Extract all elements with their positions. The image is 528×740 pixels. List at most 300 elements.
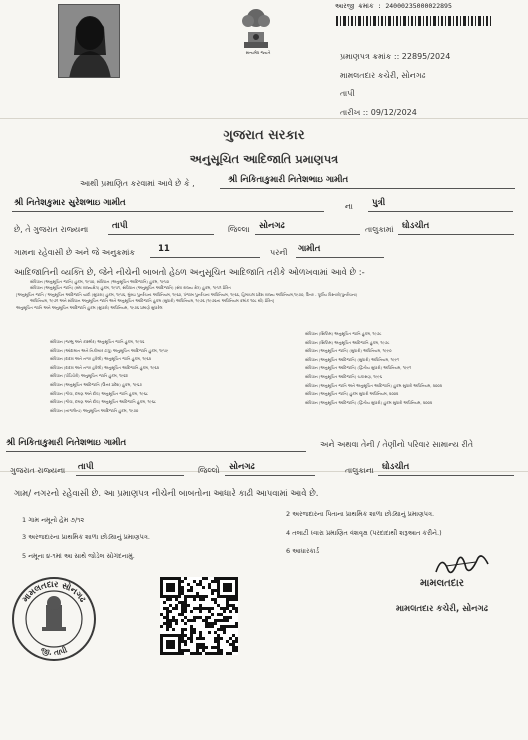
qr-module xyxy=(202,595,205,598)
qr-module xyxy=(166,616,169,619)
qr-module xyxy=(229,616,232,619)
qr-module xyxy=(220,649,223,652)
residence-taluka-field xyxy=(378,462,514,476)
district-label: જિલ્લા xyxy=(228,225,250,234)
qr-module xyxy=(211,598,214,601)
qr-module xyxy=(172,619,175,622)
qr-module xyxy=(229,637,232,640)
qr-module xyxy=(166,619,169,622)
qr-module xyxy=(217,634,220,637)
qr-module xyxy=(184,601,187,604)
qr-module xyxy=(199,598,202,601)
qr-module xyxy=(199,610,202,613)
qr-module xyxy=(184,595,187,598)
qr-module xyxy=(199,607,202,610)
qr-module xyxy=(193,598,196,601)
qr-module xyxy=(226,601,229,604)
qr-module xyxy=(187,604,190,607)
order-item: સંવિધાન (સિક્કિમ) અનુસૂચિત આદિજાતિ હુકમ, ૧૯૭૮ xyxy=(305,339,390,345)
tribe-value: ગામીત xyxy=(298,244,321,254)
qr-module xyxy=(196,616,199,619)
qr-module xyxy=(196,607,199,610)
qr-module xyxy=(172,616,175,619)
taluka-value: ઘોડચીત xyxy=(402,221,430,231)
orders-left-column xyxy=(50,338,260,415)
official-stamp xyxy=(10,575,98,663)
order-line: [અનુસૂચિત જાતિ / અનુસૂચિત આદિજાતિ યાદી (સુધારા) હુકમ, ૧૯૫૬, મુંબઇ પુનર્રચના અધિનિયમ, ૧૯૬૦, પંજાબ પુનર્રચના અધિનિયમ, ૧૯૬૬, હિમાચલ પ્રદેશ રાજ્ય અધિનિયમ,૧૯૭૦, ઉત્તર - પૂર્વીય વિસ્તારો(પુનર્રચના) xyxy=(16,291,358,297)
qr-module xyxy=(193,595,196,598)
qr-module xyxy=(166,625,169,628)
qr-module xyxy=(223,610,226,613)
qr-module xyxy=(181,619,184,622)
qr-module xyxy=(229,625,232,628)
qr-module xyxy=(193,631,196,634)
qr-module xyxy=(223,628,226,631)
district-value: સોનગઢ xyxy=(259,221,285,231)
qr-module xyxy=(217,640,220,643)
qr-module xyxy=(208,583,211,586)
qr-module xyxy=(205,625,208,628)
qr-module xyxy=(217,646,220,649)
serial-field xyxy=(150,244,260,258)
residence-district-field xyxy=(225,462,315,476)
qr-module xyxy=(226,607,229,610)
document-item: 2 અરજદારના પિતાના પ્રાથમિક શાળા છોડ્યાનું પ્રમાણપત્ર. xyxy=(286,510,435,518)
qr-module xyxy=(220,607,223,610)
qr-module xyxy=(220,613,223,616)
qr-module xyxy=(229,604,232,607)
qr-module xyxy=(226,652,229,655)
qr-module xyxy=(199,580,202,583)
qr-module xyxy=(166,622,169,625)
state-district: તાપી xyxy=(112,221,128,231)
qr-module xyxy=(181,649,184,652)
qr-module xyxy=(190,619,193,622)
order-item: સંવિધાન (સિક્કિમ) અનુસૂચિત જાતિ હુકમ, ૧૯૭૮ xyxy=(305,331,382,336)
order-item: સંવિધાન (નાગાલેન્ડ) અનુસૂચિત આદિજાતિ હુકમ, ૧૯૭૦ xyxy=(50,407,139,413)
qr-module xyxy=(226,619,229,622)
qr-module xyxy=(214,622,217,625)
order-item: સંવિધાન (અનુસૂચિત આદિજાતિ) (દ્વિતીય સુધારો) હુકમ સુધારો અધિનિયમ, ૨૦૦૨ xyxy=(305,399,433,405)
national-emblem-icon xyxy=(234,2,278,52)
qr-module xyxy=(169,622,172,625)
order-item: સંવિધાન (અનુસૂચિત જાતિ) (સુધારો) અધિનિયમ, ૧૯૯૦ xyxy=(305,348,392,354)
qr-module xyxy=(223,616,226,619)
qr-module xyxy=(217,643,220,646)
qr-module xyxy=(214,631,217,634)
qr-module xyxy=(181,604,184,607)
qr-module xyxy=(211,622,214,625)
qr-module xyxy=(163,616,166,619)
qr-module xyxy=(202,619,205,622)
qr-module xyxy=(184,577,187,580)
qr-module xyxy=(229,652,232,655)
qr-module xyxy=(217,613,220,616)
qr-module xyxy=(163,601,166,604)
state-district-field xyxy=(108,221,214,235)
qr-module xyxy=(226,616,229,619)
qr-module xyxy=(232,604,235,607)
qr-module xyxy=(181,637,184,640)
qr-module xyxy=(181,580,184,583)
qr-module xyxy=(205,622,208,625)
qr-module xyxy=(223,625,226,628)
residence-taluka-label: તાલુકાના xyxy=(345,466,374,475)
qr-module xyxy=(181,634,184,637)
order-line: સંવિધાન (અનુસૂચિત જાતિ) (સંઘ રાજ્યક્ષેત્ર) હુકમ, ૧૯૫૧, સંવિધાન (અનુસૂચિત આદિજાતિ) (સંઘ રાજ્ય ક્ષેત્ર) હુકમ, ૧૯૫૧ પ્રેરિત xyxy=(30,285,231,291)
qr-module xyxy=(184,622,187,625)
qr-module xyxy=(184,634,187,637)
qr-module xyxy=(205,595,208,598)
qr-module xyxy=(169,619,172,622)
qr-module xyxy=(232,607,235,610)
order-line: સંવિધાન (અનુસૂચિત જાતિ) હુકમ, ૧૯૫૦, સંવિધાન (અનુસૂચિત આદિજાતિ) હુકમ, ૧૯૫૦ xyxy=(30,279,169,284)
relation-field xyxy=(368,198,513,212)
stamp-ring-text: મામલતદાર સોનગઢ xyxy=(20,579,88,605)
qr-module xyxy=(208,616,211,619)
qr-module xyxy=(187,583,190,586)
holder-name: શ્રી નિકિતાકુમારી નિતેશભાઇ ગામીત xyxy=(6,438,127,448)
qr-module xyxy=(211,613,214,616)
emblem-caption: સત્યમેવ જયતે xyxy=(245,50,271,55)
qr-module xyxy=(193,607,196,610)
residence-state-district: તાપી xyxy=(78,462,94,472)
qr-module xyxy=(181,592,184,595)
qr-module xyxy=(184,649,187,652)
qr-module xyxy=(229,610,232,613)
qr-module xyxy=(196,649,199,652)
qr-module xyxy=(193,616,196,619)
issuing-office: મામલતદાર કચેરી, સોનગઢ xyxy=(340,71,426,80)
signature-scribble xyxy=(432,550,492,580)
qr-module xyxy=(196,643,199,646)
qr-module xyxy=(223,631,226,634)
qr-module xyxy=(196,595,199,598)
qr-module xyxy=(208,607,211,610)
qr-module xyxy=(202,637,205,640)
order-lines xyxy=(16,279,520,311)
qr-module xyxy=(169,610,172,613)
qr-module xyxy=(187,589,190,592)
qr-module xyxy=(166,598,169,601)
fold-line xyxy=(0,118,528,119)
qr-module xyxy=(211,625,214,628)
qr-module xyxy=(199,634,202,637)
qr-module xyxy=(214,640,217,643)
qr-module xyxy=(199,652,202,655)
qr-module xyxy=(211,646,214,649)
order-item: સંવિધાન (પોંડિચેરી) અનુસૂચિત જાતિ હુકમ, ૧૯૬૪ xyxy=(50,373,128,379)
qr-module xyxy=(217,637,220,640)
holder-name-field xyxy=(6,438,306,452)
qr-module xyxy=(196,583,199,586)
order-item: સંવિધાન (દાદરા અને નગર હવેલી) અનુસૂચિત આદિજાતિ હુકમ, ૧૯૬૨ xyxy=(50,364,159,370)
qr-module xyxy=(193,619,196,622)
order-item: સંવિધાન (અનુસૂચિત જાતિ અને અનુસૂચિત આદિજાતિ) હુકમ સુધારો અધિનિયમ, ૨૦૦૨ xyxy=(305,382,442,388)
order-item: સંવિધાન (આંદામાન અને નિકોબાર ટાપુ) અનુસૂચિત આદિજાતિ હુકમ, ૧૯૫૯ xyxy=(50,347,169,353)
qr-module xyxy=(190,589,193,592)
holder-suffix: અને અથવા તેની / તેણીનો પરિવાર સામાન્ય રીતે xyxy=(320,440,474,449)
qr-module xyxy=(229,643,232,646)
qr-module xyxy=(190,595,193,598)
qr-module xyxy=(181,589,184,592)
qr-module xyxy=(232,625,235,628)
applicant-name: શ્રી નિકિતાકુમારી નિતેશભાઇ ગામીત xyxy=(228,175,349,185)
qr-module xyxy=(235,637,238,640)
qr-module xyxy=(166,628,169,631)
qr-finder-pattern xyxy=(166,640,175,649)
qr-module xyxy=(166,607,169,610)
qr-module xyxy=(214,598,217,601)
qr-module xyxy=(184,607,187,610)
order-item: સંવિધાન (દાદરા અને નગર હવેલી) અનુસૂચિત જાતિ હુકમ, ૧૯૬૨ xyxy=(50,356,151,362)
qr-module xyxy=(217,604,220,607)
qr-module xyxy=(175,604,178,607)
taluka-field xyxy=(398,221,514,235)
qr-module xyxy=(202,598,205,601)
qr-module xyxy=(220,625,223,628)
relation-prefix: ના xyxy=(345,202,353,211)
qr-module xyxy=(160,613,163,616)
qr-module xyxy=(160,625,163,628)
qr-module xyxy=(181,652,184,655)
certificate-number: પ્રમાણપત્ર ક્રમાંક :: 22895/2024 xyxy=(340,52,451,61)
order-item: સંવિધાન (અનુસૂચિત આદિજાતિ) (દ્વિતીય સુધારો) અધિનિયમ, ૧૯૯૧ xyxy=(305,365,412,371)
qr-module xyxy=(214,589,217,592)
qr-module xyxy=(169,625,172,628)
applicant-photo xyxy=(58,4,120,78)
qr-module xyxy=(184,643,187,646)
residence-state-district-field xyxy=(76,462,184,476)
qr-module xyxy=(199,637,202,640)
issue-date: તારીખ :: 09/12/2024 xyxy=(340,108,417,117)
qr-module xyxy=(208,622,211,625)
stamp-bottom-text: જી. તાપી xyxy=(39,645,69,658)
qr-module xyxy=(175,622,178,625)
orders-right-column xyxy=(305,330,515,407)
qr-module xyxy=(190,637,193,640)
qr-module xyxy=(190,610,193,613)
qr-module xyxy=(187,649,190,652)
qr-module xyxy=(223,619,226,622)
qr-module xyxy=(235,649,238,652)
qr-module xyxy=(235,607,238,610)
qr-module xyxy=(184,610,187,613)
qr-module xyxy=(208,586,211,589)
qr-module xyxy=(175,607,178,610)
qr-module xyxy=(184,628,187,631)
qr-module xyxy=(181,640,184,643)
qr-module xyxy=(217,649,220,652)
qr-module xyxy=(226,640,229,643)
qr-module xyxy=(190,625,193,628)
taluka-label: તાલુકામાં xyxy=(365,225,394,234)
qr-module xyxy=(199,643,202,646)
tribe-field xyxy=(296,244,384,258)
qr-module xyxy=(223,607,226,610)
qr-module xyxy=(235,640,238,643)
qr-module xyxy=(175,598,178,601)
qr-module xyxy=(214,637,217,640)
qr-module xyxy=(235,610,238,613)
qr-module xyxy=(214,646,217,649)
qr-module xyxy=(217,619,220,622)
qr-module xyxy=(220,619,223,622)
svg-text:જી. તાપી xyxy=(39,644,69,658)
qr-module xyxy=(184,616,187,619)
qr-module xyxy=(184,604,187,607)
order-item: સંવિધાન (ગોવા, દમણ અને દીવ) અનુસૂચિત આદિજાતિ હુકમ, ૧૯૬૮ xyxy=(50,399,157,405)
qr-module xyxy=(202,646,205,649)
qr-module xyxy=(172,607,175,610)
qr-module xyxy=(202,577,205,580)
qr-module xyxy=(214,577,217,580)
qr-module xyxy=(187,595,190,598)
qr-module xyxy=(232,643,235,646)
line5-text: આદિજાતિની વ્યક્તિ છે, જેને નીચેની બાબતો હેઠળ અનુસૂચિત આદિજાતિ તરીકે ઓળખવામાં આવે છે :- xyxy=(14,268,365,278)
qr-code xyxy=(160,577,238,655)
qr-module xyxy=(181,610,184,613)
qr-module xyxy=(235,598,238,601)
qr-module xyxy=(214,619,217,622)
qr-module xyxy=(181,601,184,604)
document-item: 4 તલાટી ધ્વારા પ્રમાણિત વંશવૃક્ષ (પરદાદાથી શરૂઆત કરીને.) xyxy=(286,529,442,537)
qr-module xyxy=(178,601,181,604)
qr-module xyxy=(181,607,184,610)
qr-module xyxy=(214,601,217,604)
qr-module xyxy=(190,631,193,634)
qr-module xyxy=(199,631,202,634)
barcode-label: આરજી ક્રમાંક : 24000235000022895 xyxy=(335,2,452,10)
qr-module xyxy=(196,592,199,595)
qr-module xyxy=(205,652,208,655)
residence-district-label: જિલ્લો xyxy=(198,466,220,475)
qr-module xyxy=(205,577,208,580)
qr-module xyxy=(235,646,238,649)
final-line: ગામ/ નગરનો રહેવાસી છે. આ પ્રમાણપત્ર નીચેની બાબતોના આધારે કાઢી આપવામાં આવે છે. xyxy=(14,489,319,499)
qr-module xyxy=(181,586,184,589)
qr-module xyxy=(232,640,235,643)
qr-module xyxy=(196,646,199,649)
qr-module xyxy=(175,619,178,622)
residence-district: સોનગઢ xyxy=(229,462,255,472)
qr-module xyxy=(163,622,166,625)
qr-module xyxy=(169,604,172,607)
qr-module xyxy=(202,649,205,652)
qr-module xyxy=(208,610,211,613)
qr-module xyxy=(232,598,235,601)
qr-module xyxy=(181,628,184,631)
line4-mid: પરની xyxy=(270,248,288,257)
qr-module xyxy=(202,643,205,646)
qr-module xyxy=(205,646,208,649)
qr-module xyxy=(187,619,190,622)
qr-finder-pattern xyxy=(166,583,175,592)
line3-prefix: છે, તે ગુજરાત રાજ્યના xyxy=(14,225,89,234)
qr-module xyxy=(190,640,193,643)
qr-module xyxy=(190,586,193,589)
qr-module xyxy=(184,640,187,643)
qr-module xyxy=(196,637,199,640)
qr-module xyxy=(232,646,235,649)
qr-module xyxy=(199,583,202,586)
order-item: સંવિધાન (અનુસૂચિત આદિજાતિ (ઉત્તર પ્રદેશ) હુકમ, ૧૯૬૭ xyxy=(50,381,142,387)
qr-module xyxy=(199,604,202,607)
title-government: ગુજરાત સરકાર xyxy=(223,128,305,143)
document-item: 1 ગામ નમૂનો હેમ ૭/૧૨ xyxy=(22,516,85,524)
order-item: સંવિધાન (અનુસૂચિત આદિજાતિ) ચકાસણ, ૧૯૯૬ xyxy=(305,373,382,379)
qr-module xyxy=(211,592,214,595)
qr-module xyxy=(232,634,235,637)
qr-module xyxy=(217,628,220,631)
qr-module xyxy=(235,625,238,628)
qr-module xyxy=(166,610,169,613)
father-name-field xyxy=(12,198,324,212)
qr-module xyxy=(220,652,223,655)
qr-module xyxy=(202,607,205,610)
qr-module xyxy=(196,652,199,655)
qr-module xyxy=(205,616,208,619)
qr-module xyxy=(208,625,211,628)
order-item: સંવિધાન (અનુસૂચિત જાતિ) હુકમ સુધારો અધિનિયમ, ૨૦૦૨ xyxy=(305,391,399,397)
applicant-name-field xyxy=(220,175,515,189)
document-item: 6 આધારકાર્ડ xyxy=(286,547,320,555)
order-item: સંવિધાન (અનુસૂચિત આદિજાતિ) (સુધારો) અધિનિયમ, ૧૯૯૧ xyxy=(305,356,399,362)
qr-module xyxy=(199,595,202,598)
serial-number: 11 xyxy=(158,244,170,254)
barcode-strip xyxy=(336,11,496,21)
qr-module xyxy=(190,652,193,655)
residence-prefix: ગુજરાત રાજ્યના xyxy=(10,466,66,475)
residence-taluka: ઘોડચીત xyxy=(382,462,410,472)
order-line: અનુસૂચિત જાતિ અને અનુસૂચિત આદિજાતિ હુકમ (સુધારો) અધિનિયમ, ૧૯૭૬ પ્રમાણે સુધારેલ xyxy=(16,304,163,310)
father-name: શ્રી નિતેશકુમાર સુરેશભાઇ ગામીત xyxy=(14,198,126,208)
qr-module xyxy=(181,613,184,616)
qr-module xyxy=(208,631,211,634)
order-line: અધિનિયમ, ૧૯૭૧ અને સંવિધાન અનુસૂચિત જાતિ અને અનુસૂચિત આદિજાતિ હુકમ (સુધારો) અધિનિયમ, ૧૯૭૬ (૧૯૭૬ના અધિનિયમ ક્રમાંક ૧૦૮ થી) પ્રેરિત] xyxy=(30,298,275,304)
qr-module xyxy=(214,652,217,655)
qr-finder-pattern xyxy=(223,583,232,592)
signatory-designation: મામલતદાર xyxy=(420,578,464,589)
qr-module xyxy=(193,652,196,655)
qr-module xyxy=(193,580,196,583)
qr-module xyxy=(199,616,202,619)
qr-module xyxy=(190,628,193,631)
qr-module xyxy=(163,607,166,610)
order-item: સંવિધાન (ગોવા, દમણ અને દીવ) અનુસૂચિત જાતિ હુકમ, ૧૯૬૮ xyxy=(50,390,149,396)
qr-module xyxy=(229,598,232,601)
qr-module xyxy=(205,619,208,622)
qr-module xyxy=(202,586,205,589)
signatory-office: મામલતદાર કચેરી, સોનગઢ xyxy=(396,604,488,614)
relation-value: પુત્રી xyxy=(372,198,386,208)
qr-module xyxy=(178,613,181,616)
qr-module xyxy=(208,652,211,655)
qr-module xyxy=(226,625,229,628)
qr-module xyxy=(211,652,214,655)
qr-module xyxy=(172,628,175,631)
line1-prefix: આથી પ્રમાણિત કરવામાં આવે છે કે , xyxy=(80,179,195,188)
title-certificate: અનુસૂચિત આદિજાતિ પ્રમાણપત્ર xyxy=(189,152,339,166)
qr-module xyxy=(181,631,184,634)
district-field xyxy=(255,221,360,235)
qr-module xyxy=(187,637,190,640)
qr-module xyxy=(211,580,214,583)
qr-module xyxy=(190,634,193,637)
qr-module xyxy=(217,652,220,655)
qr-module xyxy=(232,649,235,652)
qr-module xyxy=(184,598,187,601)
